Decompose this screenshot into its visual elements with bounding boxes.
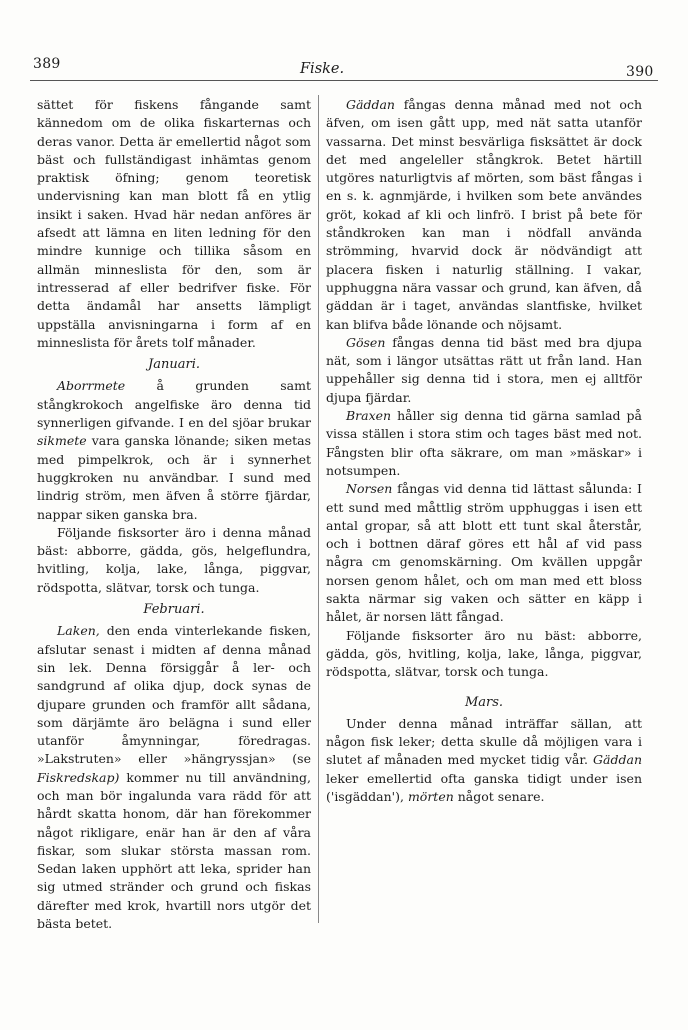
norsen-text: fångas vid denna tid lättast sålunda: I ett sund med måttlig ström upphuggas i isen ett antal gropar, så att blott ett tunt skal återstår, och i bottnen däraf göres ett hål af vid pass några cm genomskärning. Om kvällen uppgår norsen genom hålet, och om man med ett bloss sakta närmar sig vaken och sätter en käpp i hålet, är norsen lätt fångad. [326, 481, 642, 625]
januari-text-b: vara ganska lönande; siken metas med pimpelkrok, och är i synnerhet huggkroken nu användbar. I sund med lindrig ström, men äfven å större fjärdar, nappar siken ganska bra. [37, 433, 311, 522]
best-fish-paragraph: Följande fisksorter äro nu bäst: abborre, gädda, gös, hvitling, kolja, lake, långa, piggvar, rödspotta, slätvar, torsk och tunga. [326, 627, 642, 680]
species-gosen: Gösen [346, 334, 386, 350]
gosen-text: fångas denna tid bäst med bra djupa nät, som i längor utsättas rätt ut från land. Han uppehåller sig denna tid i stora, men ej alltför djupa fjärdar. [326, 334, 642, 405]
species-braxen: Braxen [346, 408, 392, 424]
januari-text-a: å grunden samt stångkrokoch angelfiske äro denna tid synnerligen gifvande. I en del sjöar brukar [37, 378, 311, 431]
norsen-paragraph [326, 480, 642, 626]
gosen-paragraph [326, 334, 642, 407]
januari-paragraph-1 [37, 377, 311, 523]
braxen-paragraph [326, 407, 642, 480]
gaddan-paragraph [326, 96, 642, 334]
species-laken: Laken, [57, 623, 100, 639]
braxen-text: håller sig denna tid gärna samlad på vissa ställen i stora stim och tages bäst med not. Fångsten blir ofta säkrare, om man »mäskar» i notsumpen. [326, 408, 642, 478]
page-number-right: 390 [626, 64, 654, 80]
species-gaddan-mars: Gäddan [593, 752, 642, 768]
gaddan-text: fångas denna månad med not och äfven, om isen gått upp, med nät satta utanför vassarna. Det minst besvärliga fisksättet är dock det med angeleller stångkrok. Betet härtill utgöres naturligtvis af mörten, som bäst fångas i en s. k. agnmjärde, i hvilken som bete användes gröt, kokad af kli och linfrö. I brist på bete för ståndkroken kan man i nödfall använda strömming, hvarvid dock är nödvändigt att placera fisken i naturlig ställning. I vakar, upphuggna nära vassar och grund, kan äfven, då gäddan är i taget, användas slantfiske, hvilket kan blifva både lönande och nöjsamt. [326, 97, 642, 332]
mars-text-c: något senare. [453, 788, 545, 804]
intro-paragraph: sättet för fiskens fångande samt kännedom om de olika fiskarternas och deras vanor. Detta är emellertid något som bäst och fullständigast inhämtas genom praktisk öfning; genom teoretisk undervisning kan man blott få en ytlig insikt i saken. Hvad här nedan anföres är afsedt att lämna en liten ledning för den mindre kunnige och tillika såsom en allmän minneslista för den, som är intresserad af eller bedrifver fiske. För detta ändamål har ansetts lämpligt uppställa anvisningarna i form af en minneslista för årets tolf månader. [37, 97, 311, 350]
column-divider [318, 95, 319, 923]
januari-paragraph-2: Följande fisksorter äro i denna månad bäst: abborre, gädda, gös, helgeflundra, hvitling, kolja, lake, långa, piggvar, rödspotta, slätvar, torsk och tunga. [37, 524, 311, 595]
mars-paragraph [326, 715, 642, 806]
species-aborrmete: Aborrmete [57, 378, 126, 394]
header-rule [30, 80, 658, 81]
running-title: Fiske. [300, 61, 345, 77]
left-column [37, 96, 311, 933]
mars-text-a: Under denna månad inträffar sällan, att någon fisk leker; detta skulle då möjligen vara i slutet af månaden med mycket tidig vår. [326, 715, 642, 768]
species-gaddan: Gäddan [346, 97, 395, 112]
reference-fiskredskap: Fiskredskap) [37, 769, 120, 785]
mars-text-b: leker emellertid ofta ganska tidigt under isen ('isgäddan'), [326, 770, 642, 804]
right-column [326, 96, 642, 806]
februari-paragraph [37, 622, 311, 933]
species-morten: mörten [407, 788, 454, 804]
heading-januari: Januari. [148, 357, 200, 373]
februari-text-a: den enda vinterlekande fisken, afslutar senast i midten af denna månad sin lek. Denna försiggår å ler- och sandgrund af olika djup, dock synas de djupare grunden och framför allt sådana, som därjämte äro belägna i sund eller utanför åmynningar, föredragas. »Lakstruten» eller »hängryssjan» (se [37, 623, 311, 767]
page-number-left: 389 [33, 56, 61, 72]
heading-mars: Mars. [464, 694, 504, 710]
species-sikmete: sikmete [37, 433, 87, 449]
februari-text-b: kommer nu till användning, och man bör ingalunda vara rädd för att hårdt skatta honom, där han förekommer något rikligare, enär han är den af våra fiskar, som slukar största massan rom. Sedan laken upphört att leka, sprider han sig utmed stränder och grund och fiskas därefter med krok, hvartill nors utgör det bästa betet. [37, 769, 311, 932]
heading-februari: Februari. [143, 602, 205, 618]
species-norsen: Norsen [346, 481, 393, 497]
